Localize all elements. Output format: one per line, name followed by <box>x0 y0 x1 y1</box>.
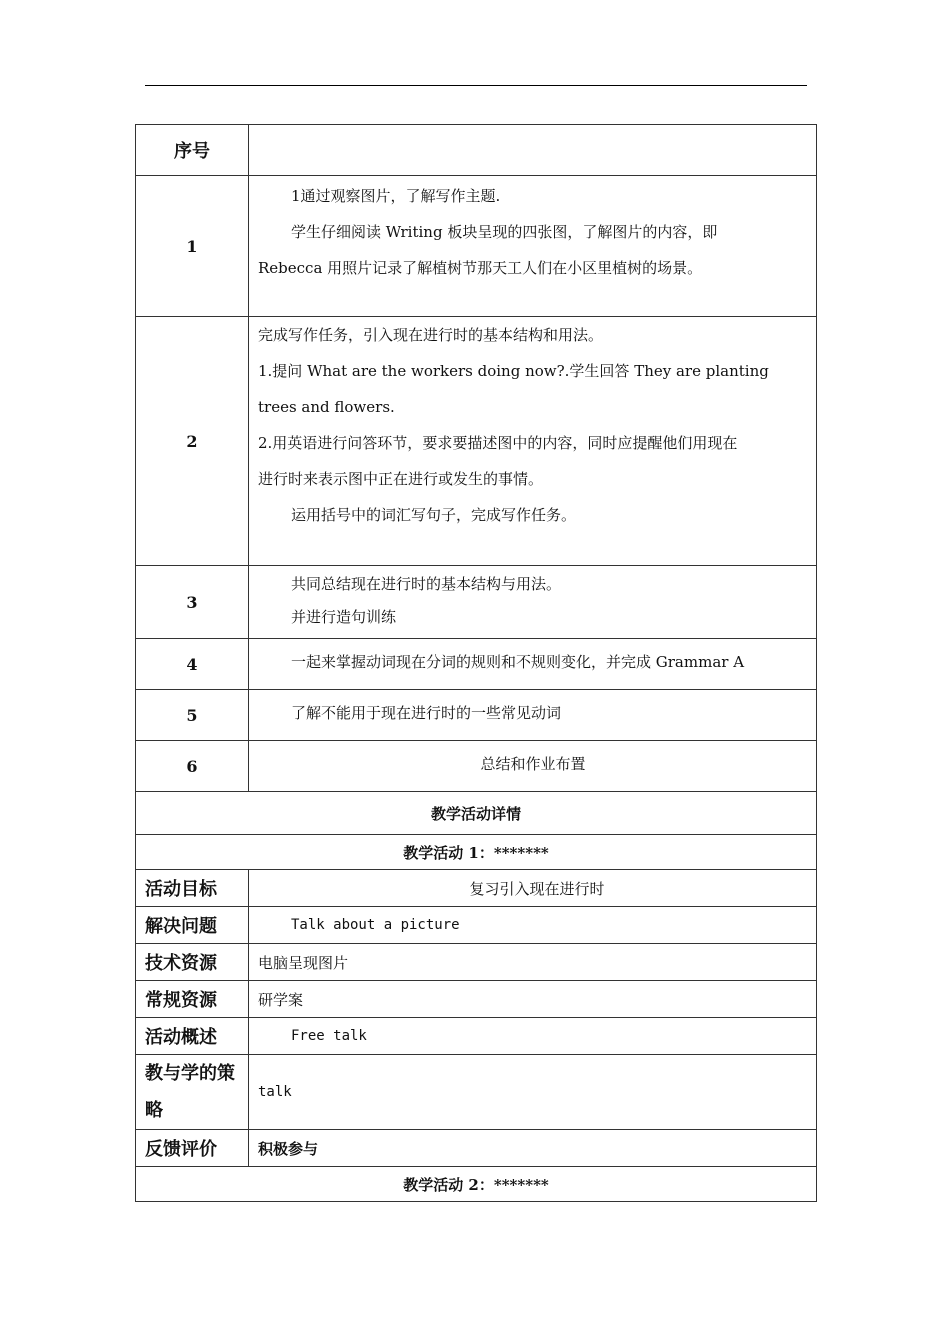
row-content <box>249 741 817 792</box>
row-text: 2.用英语进行问答环节，要求要描述图中的内容，同时应提醒他们用现在 <box>258 434 738 452</box>
row-text: 运用括号中的词汇写句子，完成写作任务。 <box>291 506 577 524</box>
row-text: 进行时来表示图中正在进行或发生的事情。 <box>258 470 544 488</box>
row-number: 6 <box>136 741 249 792</box>
field-value: Talk about a picture <box>249 907 817 944</box>
row-content <box>249 639 817 690</box>
activity-field-row <box>136 944 817 981</box>
table-row <box>136 566 817 639</box>
header-value <box>249 125 817 176</box>
table-row <box>136 741 817 792</box>
field-value: 复习引入现在进行时 <box>249 870 817 907</box>
header-rule <box>145 85 807 86</box>
row-text: 1通过观察图片，了解写作主题. <box>291 187 501 205</box>
field-label: 活动目标 <box>136 870 249 907</box>
row-text: 完成写作任务，引入现在进行时的基本结构和用法。 <box>258 326 604 344</box>
row-text: 并进行造句训练 <box>291 608 397 626</box>
activity-field-row <box>136 1018 817 1055</box>
row-text: 学生仔细阅读 Writing 板块呈现的四张图，了解图片的内容，即 <box>291 223 718 241</box>
row-number: 3 <box>136 566 249 639</box>
field-label: 解决问题 <box>136 907 249 944</box>
table-row <box>136 639 817 690</box>
section-title: 教学活动详情 <box>136 792 817 835</box>
row-number: 1 <box>136 176 249 317</box>
activity-title-row <box>136 835 817 870</box>
row-text: 共同总结现在进行时的基本结构与用法。 <box>291 575 562 593</box>
row-text: 总结和作业布置 <box>480 755 586 773</box>
field-label: 技术资源 <box>136 944 249 981</box>
row-text: trees and flowers. <box>258 398 395 416</box>
activity1-title: 教学活动 1：******* <box>136 835 817 870</box>
header-label: 序号 <box>136 125 249 176</box>
field-label: 活动概述 <box>136 1018 249 1055</box>
activity-title-row <box>136 1167 817 1202</box>
table-row <box>136 690 817 741</box>
row-text: 一起来掌握动词现在分词的规则和不规则变化，并完成 Grammar A <box>291 653 745 671</box>
activity-field-row <box>136 907 817 944</box>
table-row <box>136 176 817 317</box>
field-value: 电脑呈现图片 <box>249 944 817 981</box>
row-text: 了解不能用于现在进行时的一些常见动词 <box>291 704 562 722</box>
section-title-row <box>136 792 817 835</box>
activity-field-row <box>136 981 817 1018</box>
activity2-title: 教学活动 2：******* <box>136 1167 817 1202</box>
row-number: 2 <box>136 317 249 566</box>
activity-field-row <box>136 1130 817 1167</box>
row-number: 4 <box>136 639 249 690</box>
row-content <box>249 690 817 741</box>
row-content <box>249 176 817 317</box>
field-value: 积极参与 <box>249 1130 817 1167</box>
activity-field-row <box>136 1055 817 1130</box>
table-header-row <box>136 125 817 176</box>
activity-field-row <box>136 870 817 907</box>
row-content <box>249 317 817 566</box>
table-row <box>136 317 817 566</box>
row-content <box>249 566 817 639</box>
field-value: talk <box>249 1055 817 1130</box>
field-value: 研学案 <box>249 981 817 1018</box>
lesson-table <box>135 124 817 1202</box>
field-label: 教与学的策略 <box>136 1055 249 1130</box>
field-label: 反馈评价 <box>136 1130 249 1167</box>
row-text: Rebecca 用照片记录了解植树节那天工人们在小区里植树的场景。 <box>258 259 703 277</box>
row-text: 1.提问 What are the workers doing now?.学生回答 They are planting <box>258 362 769 380</box>
field-value: Free talk <box>249 1018 817 1055</box>
field-label: 常规资源 <box>136 981 249 1018</box>
row-number: 5 <box>136 690 249 741</box>
